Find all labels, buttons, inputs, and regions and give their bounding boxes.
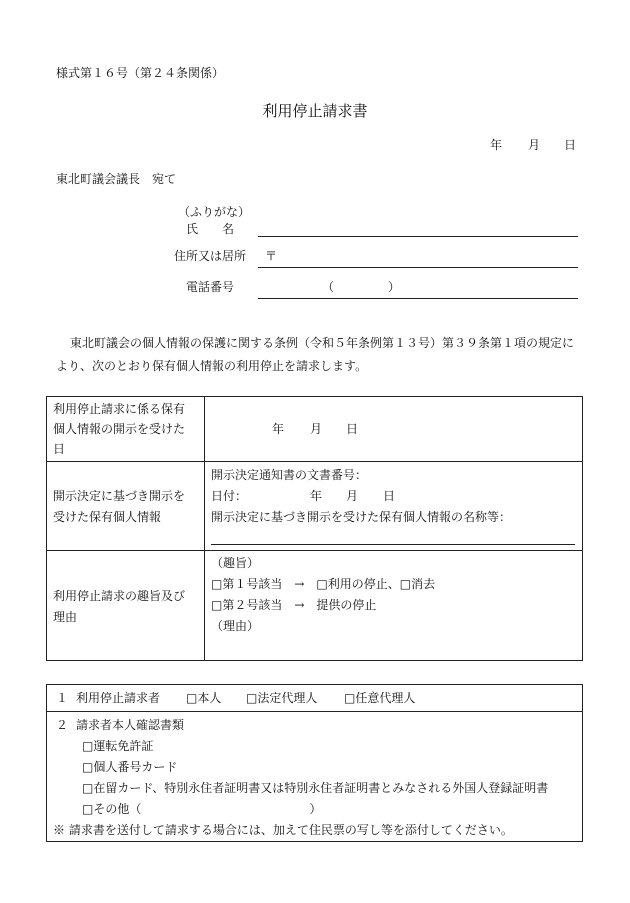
- phone-paren-close: ）: [388, 280, 401, 294]
- id-doc-my-number-card[interactable]: □個人番号カード: [82, 760, 178, 774]
- requester-number: １: [56, 691, 69, 705]
- page-title: 利用停止請求書: [262, 102, 368, 120]
- row2-day: 日: [383, 489, 396, 503]
- row1-year: 年: [272, 422, 285, 436]
- phone-label: 電話番号: [186, 280, 235, 294]
- option-self[interactable]: □本人: [186, 691, 222, 705]
- intro-line-1: 東北町議会の個人情報の保護に関する条例（令和５年条例第１３号）第３９条第１項の規定に: [70, 336, 575, 350]
- form-number: 様式第１６号（第２４条関係）: [56, 66, 225, 80]
- row1-month: 月: [310, 422, 323, 436]
- row3-reason-heading: （理由）: [211, 619, 260, 633]
- row2-doc-number: 開示決定通知書の文書番号：: [211, 468, 368, 482]
- row3-purpose-heading: （趣旨）: [211, 556, 260, 570]
- postal-mark: 〒: [265, 249, 278, 263]
- furigana-label: （ふりがな）: [178, 205, 251, 219]
- id-docs-number: ２: [56, 718, 69, 732]
- row2-label-line1: 開示決定に基づき開示を: [53, 489, 186, 503]
- row3-item2: □第２号該当 → 提供の停止: [211, 598, 377, 612]
- row3-item1: □第１号該当 → □利用の停止、□消去: [211, 577, 436, 591]
- row1-day: 日: [346, 422, 359, 436]
- row2-year: 年: [310, 489, 323, 503]
- row3-label-line1: 利用停止請求の趣旨及び: [53, 589, 186, 603]
- row2-month: 月: [346, 489, 359, 503]
- row2-label-line2: 受けた保有個人情報: [53, 510, 162, 524]
- addressee: 東北町議会議長 宛て: [56, 172, 177, 186]
- row1-label-line1: 利用停止請求に係る保有: [53, 402, 186, 416]
- row2-date-label: 日付：: [211, 489, 248, 503]
- date-year: 年: [490, 138, 503, 152]
- date-month: 月: [528, 138, 541, 152]
- name-field[interactable]: [258, 236, 578, 237]
- row3-label-line2: 理由: [53, 610, 78, 624]
- phone-field[interactable]: [258, 298, 578, 299]
- option-voluntary-agent[interactable]: □任意代理人: [344, 691, 416, 705]
- name-label: 氏 名: [186, 222, 235, 236]
- id-docs-note: ※ 請求書を送付して請求する場合には、加えて住民票の写し等を添付してください。: [53, 823, 513, 837]
- row2-info-field[interactable]: [211, 544, 575, 545]
- phone-paren-open: （: [322, 280, 335, 294]
- id-doc-other[interactable]: □その他（ ）: [82, 802, 322, 816]
- row1-label-line3: 日: [53, 442, 66, 456]
- id-docs-heading: 請求者本人確認書類: [76, 718, 185, 732]
- address-label: 住所又は居所: [174, 249, 247, 263]
- option-legal-agent[interactable]: □法定代理人: [246, 691, 318, 705]
- id-doc-drivers-license[interactable]: □運転免許証: [82, 739, 154, 753]
- address-field[interactable]: [258, 267, 578, 268]
- intro-line-2: より、次のとおり保有個人情報の利用停止を請求します。: [56, 359, 368, 373]
- row2-info-name: 開示決定に基づき開示を受けた保有個人情報の名称等：: [211, 510, 512, 524]
- id-doc-residence-card[interactable]: □在留カード、特別永住者証明書又は特別永住者証明書とみなされる外国人登録証明書: [82, 781, 549, 795]
- requester-label: 利用停止請求者: [76, 691, 161, 705]
- row1-label-line2: 個人情報の開示を受けた: [53, 422, 186, 436]
- date-day: 日: [564, 138, 577, 152]
